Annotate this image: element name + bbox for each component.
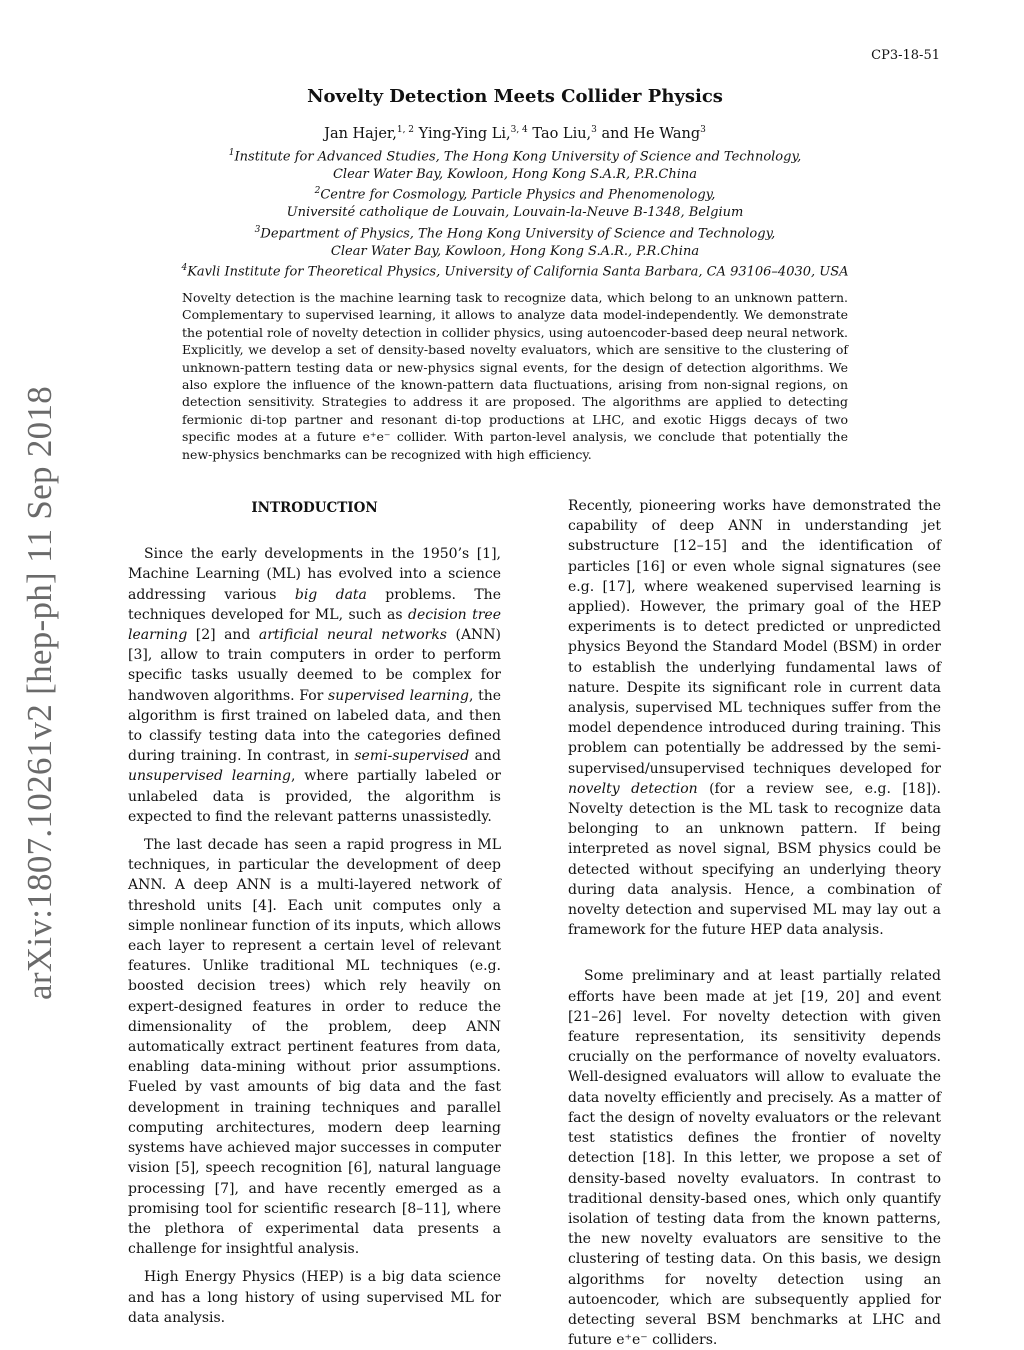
paragraph-text: and (469, 748, 501, 765)
affiliation-line (110, 222, 920, 243)
affiliation-text: Clear Water Bay, Kowloon, Hong Kong S.A.R, P.R.China (332, 166, 697, 182)
affiliation-list (110, 145, 920, 281)
affiliation-marker: 4 (181, 263, 188, 274)
affiliation-text: Centre for Cosmology, Particle Physics and Phenomenology, (320, 187, 716, 203)
title-block (110, 86, 920, 281)
paragraph-text: High Energy Physics (HEP) is a big data science and has a long history of using supervised ML for data analysis. (128, 1269, 501, 1326)
author-affiliation-marker: 3, 4 (510, 125, 528, 135)
affiliation-line (110, 183, 920, 204)
section-heading-introduction: INTRODUCTION (251, 500, 378, 516)
emphasized-term: decision tree learning (128, 606, 502, 644)
affiliation-text: Department of Physics, The Hong Kong University of Science and Technology, (260, 226, 776, 242)
paragraph-text: (for a review see, e.g. [18]). Novelty detection is the ML task to recognize data belonging to an unknown pattern. If being interpreted as novel signal, BSM physics could be detected without specifying an underlying theory during data analysis. Hence, a combination of novelty detection and supervised ML may lay out a framework for the future HEP data analysis. (568, 780, 941, 939)
paragraph-text: problems. The techniques developed for ML, such as (128, 586, 501, 623)
affiliation-marker: 2 (314, 186, 321, 197)
author-name: Jan Hajer, (324, 125, 397, 142)
paragraph-text: , where partially labeled or unlabeled data is provided, the algorithm is expected to find the relevant patterns unassistedly. (128, 768, 502, 825)
affiliation-line (110, 145, 920, 166)
affiliation-line (110, 260, 920, 281)
paragraph-text: Some preliminary and at least partially related efforts have been made at jet [19, 20] and event [21–26] level. For novelty detection with given feature representation, its sensitivity depends crucially on the performance of novelty evaluators. Well-designed evaluators will allow to evaluate the data novelty efficiently and precisely. As a matter of fact the design of novelty evaluators or the relevant test statistics defines the frontier of novelty detection [18]. In this letter, we propose a set of density-based novelty evaluators. In contrast to traditional density-based ones, which only quantify isolation of testing data from the known patterns, the new novelty evaluators are sensitive to the clustering of testing data. On this basis, we design algorithms for novelty detection using an autoencoder, which are subsequently applied for detecting several BSM benchmarks at LHC and future e⁺e⁻ colliders. (568, 968, 941, 1349)
affiliation-text: Université catholique de Louvain, Louvain-la-Neuve B-1348, Belgium (286, 205, 744, 221)
paragraph-text: (ANN) [3], allow to train computers in order to perform specific tasks usually deemed to be complex for handwoven algorithms. For (128, 627, 502, 704)
paragraph-text: , the algorithm is first trained on labeled data, and then to classify testing data into the categories defined during training. In contrast, in (128, 687, 502, 765)
author-name: Ying-Ying Li, (418, 125, 511, 142)
affiliation-text: Clear Water Bay, Kowloon, Hong Kong S.A.R., P.R.China (330, 243, 700, 259)
affiliation-line (110, 166, 920, 184)
body-paragraph (128, 835, 501, 1259)
left-column-body (128, 544, 501, 1328)
right-column-body (568, 496, 941, 1350)
paragraph-text: The last decade has seen a rapid progress in ML techniques, in particular the development of deep ANN. A deep ANN is a multi-layered network of threshold units [4]. Each unit computes only a simple nonlinear function of its inputs, which allows each layer to represent a certain level of relevant features. Unlike traditional ML techniques (e.g. boosted decision trees) which rely heavily on expert-designed features in order to reduce the dimensionality of the problem, deep ANN automatically extract pertinent features from data, enabling data-mining without prior assumptions. Fueled by vast amounts of big data and the fast development in training techniques and parallel computing architectures, modern deep learning systems have achieved major successes in computer vision [5], speech recognition [6], natural language processing [7], and have recently emerged as a promising tool for scientific research [8–11], where the plethora of experimental data presents a challenge for insightful analysis. (128, 837, 501, 1258)
author-name: Tao Liu, (532, 125, 592, 142)
emphasized-term: artificial neural networks (258, 627, 447, 644)
author-affiliation-marker: 1, 2 (396, 125, 415, 135)
affiliation-line (110, 243, 920, 261)
author-name: and He Wang (601, 125, 701, 142)
paper-title: Novelty Detection Meets Collider Physics (307, 86, 723, 107)
body-paragraph (568, 496, 941, 940)
affiliation-marker: 1 (228, 147, 235, 158)
body-paragraph (568, 966, 941, 1350)
paragraph-text: Since the early developments in the 1950’s [1], Machine Learning (ML) has evolved into a science addressing various (128, 546, 501, 603)
emphasized-term: novelty detection (568, 780, 698, 797)
report-number: CP3-18-51 (871, 48, 940, 63)
emphasized-term: semi-supervised (354, 748, 470, 765)
affiliation-text: Institute for Advanced Studies, The Hong Kong University of Science and Technology, (234, 149, 802, 165)
paragraph-text: [2] and (187, 627, 259, 644)
emphasized-term: supervised learning (328, 687, 469, 704)
emphasized-term: big data (294, 586, 367, 603)
affiliation-marker: 3 (254, 224, 261, 235)
author-affiliation-marker: 3 (591, 125, 597, 135)
right-column (568, 496, 941, 1350)
affiliation-line (110, 204, 920, 222)
affiliation-text: Kavli Institute for Theoretical Physics, University of California Santa Barbara, CA 93106–4030, USA (187, 264, 849, 280)
author-list (110, 125, 920, 142)
abstract: Novelty detection is the machine learning task to recognize data, which belong to an unknown pattern. Complementary to supervised learning, it allows to analyze data model-independently. We demonstrate the potential role of novelty detection in collider physics, using autoencoder-based deep neural network. Explicitly, we develop a set of density-based novelty evaluators, which are sensitive to the clustering of unknown-pattern testing data or new-physics signal events, for the design of detection algorithms. We also explore the influence of the known-pattern data fluctuations, arising from non-signal regions, on detection sensitivity. Strategies to address it are proposed. The algorithms are applied to detecting fermionic di-top partner and resonant di-top productions at LHC, and exotic Higgs decays of two specific modes at a future e⁺e⁻ collider. With parton-level analysis, we conclude that potentially the new-physics benchmarks can be recognized with high efficiency. (182, 290, 848, 462)
arxiv-identifier-stamp[interactable]: arXiv:1807.10261v2 [hep-ph] 11 Sep 2018 (20, 385, 59, 1000)
left-column (128, 496, 501, 1328)
body-paragraph (128, 544, 501, 827)
body-paragraph (128, 1267, 501, 1328)
author-affiliation-marker: 3 (700, 125, 706, 135)
paragraph-text: Recently, pioneering works have demonstrated the capability of deep ANN in understanding jet substructure [12–15] and the identification of particles [16] or even whole signal signatures (see e.g. [17], where weakened supervised learning is applied). However, the primary goal of the HEP experiments is to detect predicted or unpredicted physics Beyond the Standard Model (BSM) in order to establish the underlying fundamental laws of nature. Despite its significant role in current data analysis, supervised ML techniques suffer from the model dependence introduced during training. This problem can potentially be addressed by the semi-supervised/unsupervised techniques developed for (568, 498, 941, 777)
emphasized-term: unsupervised learning (128, 768, 292, 785)
